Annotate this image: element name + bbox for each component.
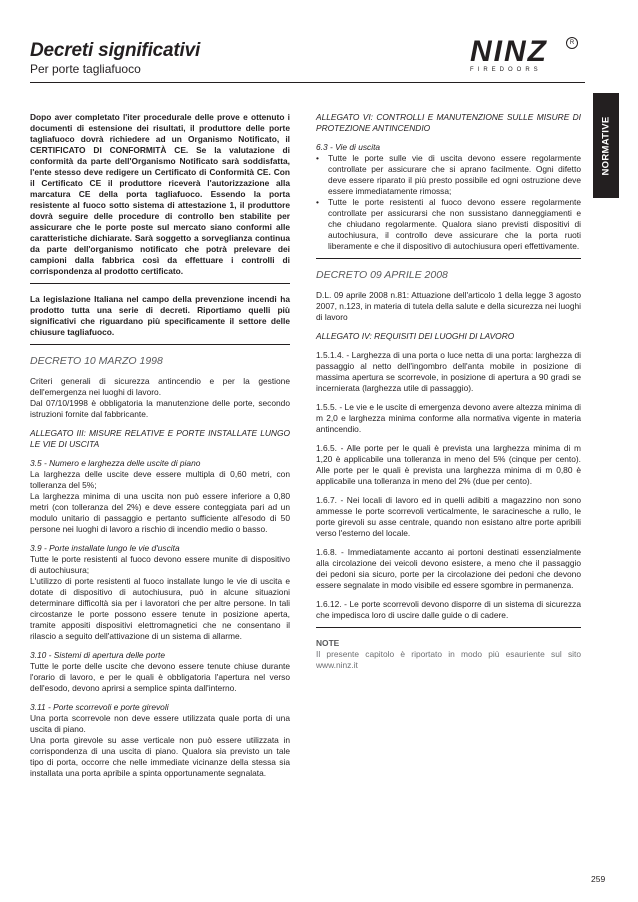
- page-subtitle: Per porte tagliafuoco: [30, 62, 141, 76]
- paragraph: Criteri generali di sicurezza antincendio e per la gestione dell'emergenza nei luoghi di lavoro.: [30, 376, 290, 397]
- list-item: [316, 197, 581, 252]
- allegato-iii-heading: ALLEGATO III: MISURE RELATIVE E PORTE INSTALLATE LUNGO LE VIE DI USCITA: [30, 428, 290, 449]
- logo-wordmark: NINZ: [470, 35, 548, 68]
- section-heading: 3.5 - Numero e larghezza delle uscite di piano: [30, 458, 201, 468]
- page-title: Decreti significativi: [30, 40, 201, 61]
- bullet-text: Tutte le porte sulle vie di uscita devono essere regolarmente controllate per assicurare che si aprano facilmente. Ogni difetto deve essere riparato il più presto possibile ed ogni ostruzione deve essere immediatamente rimossa;: [328, 153, 581, 196]
- list-item: [316, 153, 581, 197]
- allegato-iv-heading: ALLEGATO IV: REQUISITI DEI LUOGHI DI LAVORO: [316, 331, 515, 341]
- page-number: 259: [591, 874, 606, 884]
- legislation-paragraph: La legislazione Italiana nel campo della prevenzione incendi ha prodotto tutta una serie di decreti. Riportiamo quelli più significativi che riguardano più specificamente il settore delle chiusure tagliafuoco.: [30, 294, 290, 337]
- paragraph: 1.6.5. - Alle porte per le quali è prevista una larghezza minima di m 1,20 è applicabile una tolleranza in meno del 5% (cinque per cento). Alle porte per le quali è prevista una larghezza minima di m 0,80 è applicabile una tolleranza in meno del 2% (due per cento).: [316, 443, 581, 486]
- paragraph: La larghezza minima di una uscita non può essere inferiore a 0,80 metri (con tolleranza del 2%) e deve essere conteggiata pari ad un modulo unitario di passaggio e pertanto sufficiente all'esodo di 50 persone nei luoghi di lavoro a rischio di incendio medio o basso.: [30, 491, 290, 534]
- registered-mark-icon: R: [566, 37, 578, 49]
- bullet-text: Tutte le porte resistenti al fuoco devono essere regolarmente controllate per assicurarsi che non sussistano danneggiamenti e che chiudano regolarmente. Qualora siano previsti dispositivi di autochiusura, il controllo deve assicurare che la porta ruoti liberamente e che il dispositivo di autochiusura operi effettivamente.: [328, 197, 581, 251]
- decreto-2008-heading: DECRETO 09 APRILE 2008: [316, 269, 448, 281]
- paragraph: Tutte le porte resistenti al fuoco devono essere munite di dispositivo di autochiusura;: [30, 554, 290, 575]
- left-column: [30, 112, 290, 779]
- section-heading: 3.9 - Porte installate lungo le vie d'uscita: [30, 543, 180, 553]
- header-rule: [30, 82, 585, 83]
- note-text: Il presente capitolo è riportato in modo più esauriente sul sito www.ninz.it: [316, 649, 581, 670]
- allegato-vi-heading: ALLEGATO VI: CONTROLLI E MANUTENZIONE SULLE MISURE DI PROTEZIONE ANTINCENDIO: [316, 112, 581, 133]
- right-column: [316, 112, 581, 671]
- section-heading: 6.3 - Vie di uscita: [316, 142, 381, 152]
- decreto-1998-heading: DECRETO 10 MARZO 1998: [30, 355, 163, 367]
- ninz-logo: [470, 35, 580, 75]
- paragraph: 1.6.7. - Nei locali di lavoro ed in quelli adibiti a magazzino non sono ammesse le porte scorrevoli verticalmente, le saracinesche a rullo, le porte girevoli su asse centrale, quando non esistano altre porte apribili verso l'esterno del locale.: [316, 495, 581, 538]
- paragraph: 1.5.5. - Le vie e le uscite di emergenza devono avere altezza minima di m 2,0 e larghezza minima conforme alla normativa vigente in materia antincendio.: [316, 402, 581, 434]
- note-heading: NOTE: [316, 638, 340, 648]
- bullet-icon: •: [316, 153, 319, 163]
- paragraph: Tutte le porte delle uscite che devono essere tenute chiuse durante l'orario di lavoro, e per le quali è obbligatoria l'apertura nel verso dell'esodo, devono aprirsi a semplice spinta dall'interno.: [30, 661, 290, 693]
- paragraph: D.L. 09 aprile 2008 n.81: Attuazione dell'articolo 1 della legge 3 agosto 2007, n.123, in materia di tutela della salute e della sicurezza nei luoghi di lavoro: [316, 290, 581, 322]
- paragraph: La larghezza delle uscite deve essere multipla di 0,60 metri, con tolleranza del 5%;: [30, 469, 290, 490]
- intro-paragraph: Dopo aver completato l'iter procedurale delle prove e ottenuto i documenti di estensione dei risultati, il produttore delle porte tagliafuoco dovrà richiedere ad un Organismo Notificato, il CERTIFICATO DI CONFORMITÀ CE. Se la valutazione di conformità da parte dell'Organismo Notificato sarà soddisfatta, l'ente stesso deve redigere un Certificato di Conformità CE. Con il Certificato CE il produttore riceverà l'autorizzazione alla marcatura CE della porta tagliafuoco. Essendo la porta resistente al fuoco sotto sistema di attestazione 1, il produttore dovrà seguire delle procedure di controllo ben stabilite per assicurare che le porte poste sul mercato siano conformi alle caratteristiche dichiarate. Sarà soggetto a sorveglianza continua da parte dell'organismo notificato che potrà prelevare dei campioni dalla fabbrica così da effettuare i controlli di corrispondenza al prodotto certificato.: [30, 112, 290, 276]
- bullet-icon: •: [316, 197, 319, 207]
- paragraph: 1.5.1.4. - Larghezza di una porta o luce netta di una porta: larghezza di passaggio al netto dell'ingombro dell'anta mobile in posizione di massima apertura se scorrevole, in posizione di apertura a 90 gradi se incernierata (larghezza utile di passaggio).: [316, 350, 581, 393]
- logo-tagline: FIREDOORS: [470, 67, 542, 73]
- paragraph: Una porta scorrevole non deve essere utilizzata quale porta di una uscita di piano.: [30, 713, 290, 734]
- section-heading: 3.10 - Sistemi di apertura delle porte: [30, 650, 166, 660]
- paragraph: L'utilizzo di porte resistenti al fuoco installate lungo le vie di uscita e dotate di dispositivo di autochiusura, può in alcune situazioni determinare difficoltà sia per i lavoratori che per altre persone. In tali circostanze le porte possono essere tenute in posizione aperta, tramite appositi dispositivi elettromagnetici che ne consentano il rilascio a seguito dell'attivazione di un sistema di allarme.: [30, 576, 290, 641]
- side-tab-label: NORMATIVE: [600, 116, 612, 175]
- paragraph: Dal 07/10/1998 è obbligatoria la manutenzione delle porte, secondo istruzioni fornite dal fabbricante.: [30, 398, 290, 419]
- side-tab: [593, 93, 619, 198]
- section-heading: 3.11 - Porte scorrevoli e porte girevoli: [30, 702, 169, 712]
- paragraph: 1.6.12. - Le porte scorrevoli devono disporre di un sistema di sicurezza che impedisca loro di uscire dalle guide o di cadere.: [316, 599, 581, 620]
- paragraph: 1.6.8. - Immediatamente accanto ai portoni destinati essenzialmente alla circolazione dei veicoli devono esistere, a meno che il passaggio dei pedoni sia sicuro, porte per la circolazione dei pedoni che devono essere segnalate in modo visibile ed essere sgombre in permanenza.: [316, 547, 581, 590]
- paragraph: Una porta girevole su asse verticale non può essere utilizzata in corrispondenza di una uscita di piano. Qualora sia previsto un tale tipo di porta, occorre che nelle immediate vicinanze della stessa sia installata una porta apribile a spinta opportunamente segnalata.: [30, 735, 290, 778]
